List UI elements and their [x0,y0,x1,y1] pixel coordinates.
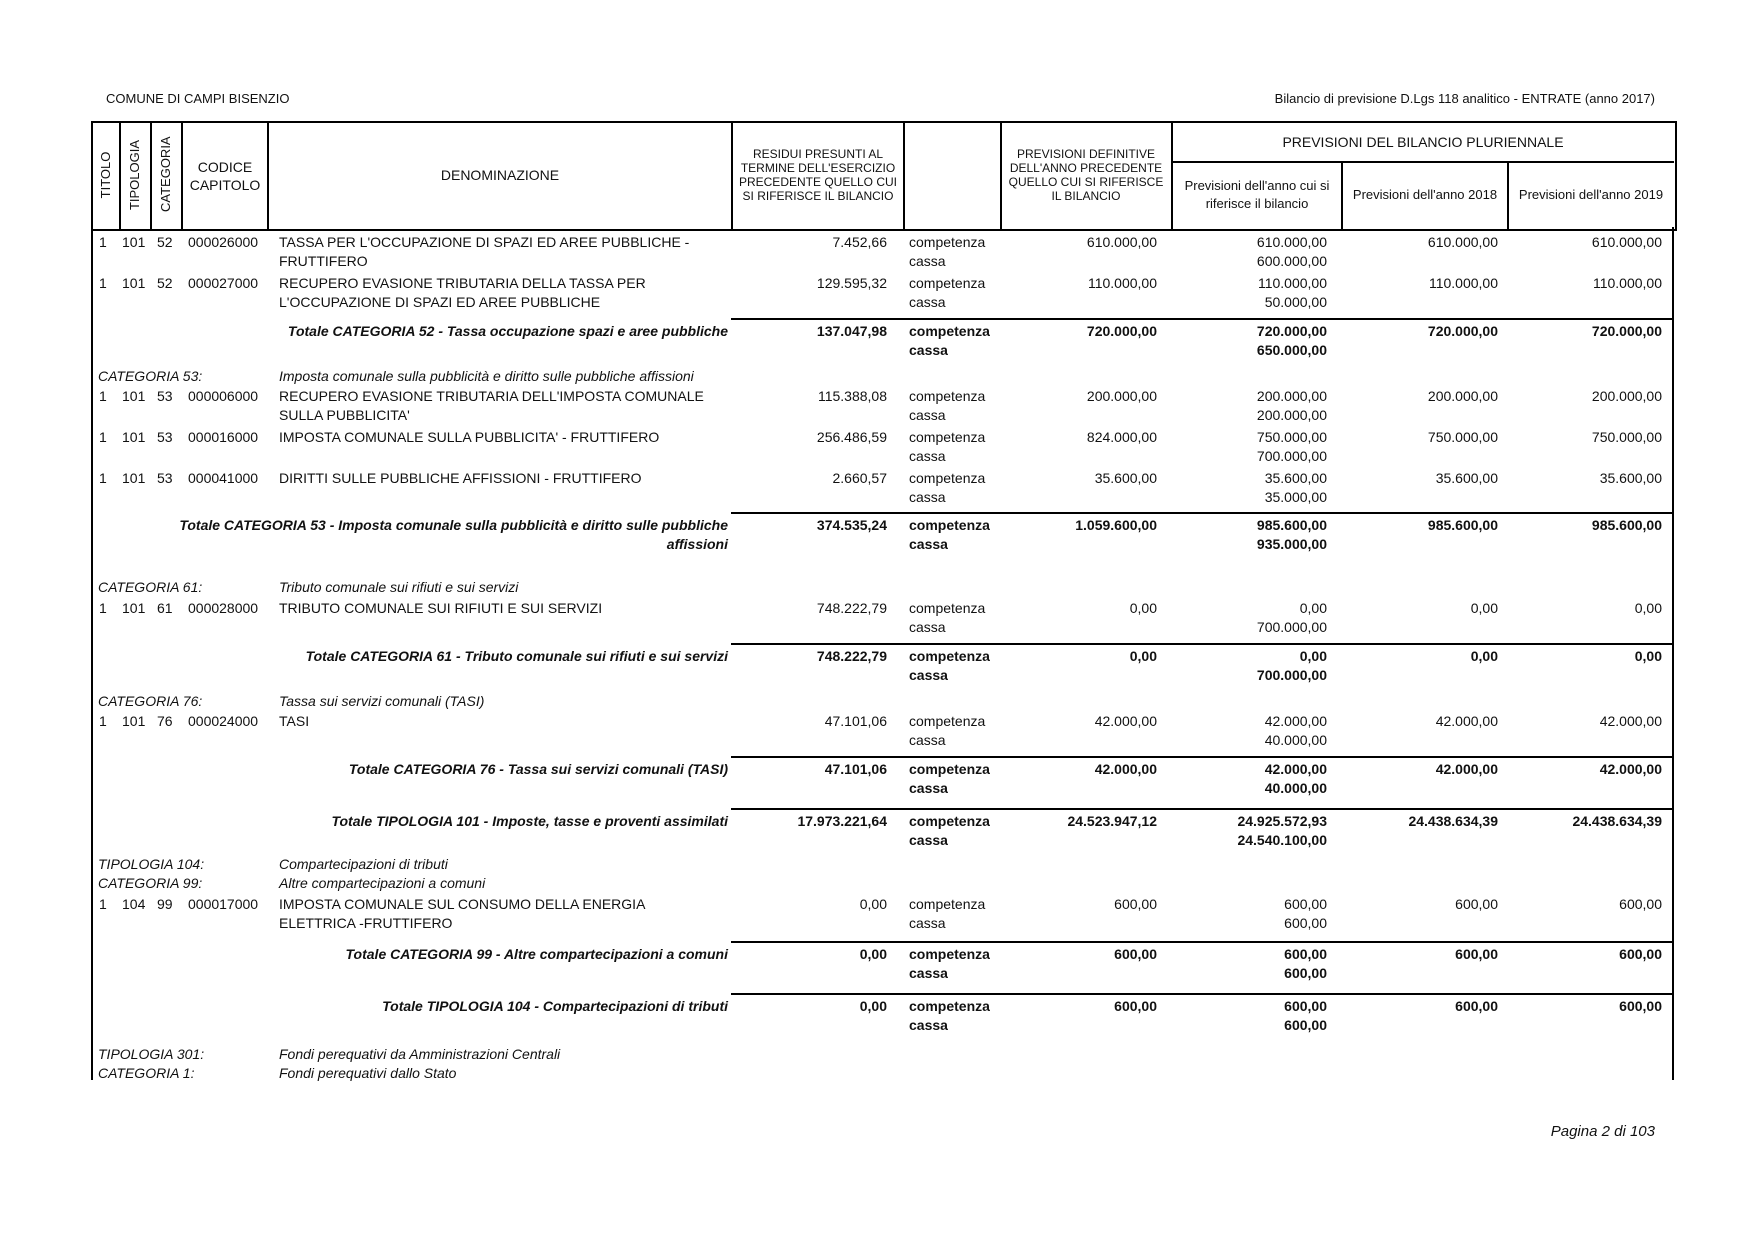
section-description: Compartecipazioni di tributi [279,856,448,872]
row-anno-cui-cassa: 50.000,00 [1264,294,1327,310]
col-tipologia-header: TIPOLOGIA [127,139,142,211]
row-anno-cui-cassa: 600,00 [1284,915,1327,931]
row-anno-2018: 600,00 [1455,896,1498,912]
row-tipologia: 101 [122,713,146,729]
row-codice: 000017000 [188,896,259,912]
total-anno-2018: 0,00 [1470,648,1498,664]
row-tipologia: 101 [122,470,146,486]
total-label-cassa: cassa [909,780,948,796]
total-anno-cui-cassa: 24.540.100,00 [1237,832,1327,848]
row-denominazione: TASI [279,713,310,729]
col-codice-header: CODICE CAPITOLO [189,159,261,193]
document-header-right: Bilancio di previsione D.Lgs 118 analitico - ENTRATE (anno 2017) [1274,91,1655,106]
row-denominazione-line2: FRUTTIFERO [279,253,368,269]
total-label-competenza: competenza [909,813,990,829]
section-description: Imposta comunale sulla pubblicità e diritto sulle pubbliche affissioni [279,368,694,384]
total-label-competenza: competenza [909,998,990,1014]
row-codice: 000041000 [188,470,259,486]
row-anno-2018: 200.000,00 [1427,388,1498,404]
row-categoria: 52 [157,275,173,291]
row-anno-cui-cassa: 40.000,00 [1264,732,1327,748]
row-residui: 47.101,06 [824,713,887,729]
row-codice: 000016000 [188,429,259,445]
row-anno-2018: 42.000,00 [1435,713,1498,729]
row-titolo: 1 [99,275,107,291]
total-anno-2019: 600,00 [1619,998,1662,1014]
col-pluriennale-header: PREVISIONI DEL BILANCIO PLURIENNALE [1282,134,1564,150]
row-anno-cui-cassa: 700.000,00 [1256,448,1327,464]
total-label: Totale TIPOLOGIA 101 - Imposte, tasse e proventi assimilati [331,813,728,829]
row-anno-cui-competenza: 750.000,00 [1256,429,1327,445]
section-description: Altre compartecipazioni a comuni [279,875,486,891]
total-residui: 17.973.221,64 [797,813,887,829]
row-categoria: 61 [157,600,173,616]
row-anno-cui-cassa: 700.000,00 [1256,619,1327,635]
total-label: Totale CATEGORIA 76 - Tassa sui servizi comunali (TASI) [348,761,728,777]
total-anno-2019: 720.000,00 [1591,323,1662,339]
total-prev-def: 600,00 [1114,946,1157,962]
row-tipologia: 104 [122,896,146,912]
section-code: TIPOLOGIA 301: [98,1046,205,1062]
row-codice: 000024000 [188,713,259,729]
section-code: CATEGORIA 1: [98,1065,195,1081]
total-label-cassa: cassa [909,342,948,358]
row-tipologia: 101 [122,234,146,250]
total-label-cassa: cassa [909,536,948,552]
total-prev-def: 600,00 [1114,998,1157,1014]
row-label-competenza: competenza [909,600,986,616]
row-prev-def: 824.000,00 [1086,429,1157,445]
row-codice: 000006000 [188,388,259,404]
row-residui: 7.452,66 [832,234,887,250]
total-separator [731,808,1673,810]
total-separator [731,993,1673,995]
row-denominazione: IMPOSTA COMUNALE SUL CONSUMO DELLA ENERGIA [279,896,646,912]
row-anno-2019: 610.000,00 [1591,234,1662,250]
row-anno-2018: 0,00 [1470,600,1498,616]
row-titolo: 1 [99,429,107,445]
section-code: CATEGORIA 61: [98,579,203,595]
row-prev-def: 110.000,00 [1087,275,1157,291]
row-denominazione: RECUPERO EVASIONE TRIBUTARIA DELL'IMPOSTA COMUNALE [279,388,704,404]
col-prevdef-header: PREVISIONI DEFINITIVE DELL'ANNO PRECEDENTE QUELLO CUI SI RIFERISCE IL BILANCIO [1008,147,1164,203]
col-anno-cui-header: Previsioni dell'anno cui si riferisce il bilancio [1184,178,1330,211]
row-categoria: 52 [157,234,173,250]
total-anno-2019: 985.600,00 [1591,517,1662,533]
row-tipologia: 101 [122,429,146,445]
row-label-competenza: competenza [909,713,986,729]
section-description: Fondi perequativi dallo Stato [279,1065,457,1081]
total-label-competenza: competenza [909,648,990,664]
total-anno-cui-cassa: 935.000,00 [1256,536,1327,552]
section-description: Fondi perequativi da Amministrazioni Centrali [279,1046,561,1062]
row-tipologia: 101 [122,388,146,404]
row-anno-2018: 110.000,00 [1428,275,1498,291]
row-titolo: 1 [99,388,107,404]
total-separator [731,512,1673,514]
total-separator [731,643,1673,645]
total-prev-def: 24.523.947,12 [1067,813,1157,829]
row-label-competenza: competenza [909,234,986,250]
total-anno-cui-competenza: 600,00 [1284,946,1327,962]
row-anno-2018: 750.000,00 [1427,429,1498,445]
row-anno-2018: 35.600,00 [1435,470,1498,486]
row-anno-cui-cassa: 200.000,00 [1256,407,1327,423]
total-anno-2019: 0,00 [1634,648,1662,664]
row-label-cassa: cassa [909,619,946,635]
row-label-competenza: competenza [909,275,986,291]
row-anno-cui-competenza: 0,00 [1299,600,1327,616]
row-codice: 000028000 [188,600,259,616]
total-anno-2018: 600,00 [1455,998,1498,1014]
section-code: CATEGORIA 76: [98,693,203,709]
row-prev-def: 35.600,00 [1094,470,1157,486]
total-anno-cui-cassa: 650.000,00 [1256,342,1327,358]
row-codice: 000026000 [188,234,259,250]
row-residui: 0,00 [859,896,887,912]
col-categoria-header: CATEGORIA [158,136,173,212]
total-anno-2019: 600,00 [1619,946,1662,962]
total-label-cassa: cassa [909,965,948,981]
row-label-cassa: cassa [909,915,946,931]
total-prev-def: 720.000,00 [1086,323,1157,339]
row-anno-cui-competenza: 600,00 [1284,896,1327,912]
total-anno-2019: 24.438.634,39 [1572,813,1662,829]
row-denominazione: RECUPERO EVASIONE TRIBUTARIA DELLA TASSA PER [279,275,646,291]
row-residui: 748.222,79 [816,600,887,616]
total-label-cassa: cassa [909,1017,948,1033]
row-anno-2018: 610.000,00 [1427,234,1498,250]
total-anno-cui-competenza: 985.600,00 [1256,517,1327,533]
row-titolo: 1 [99,896,107,912]
col-anno-2019-header: Previsioni dell'anno 2019 [1518,187,1664,202]
row-titolo: 1 [99,713,107,729]
section-description: Tassa sui servizi comunali (TASI) [279,693,485,709]
total-anno-2019: 42.000,00 [1599,761,1662,777]
row-prev-def: 200.000,00 [1086,388,1157,404]
total-anno-2018: 600,00 [1455,946,1498,962]
section-code: TIPOLOGIA 104: [98,856,205,872]
page-number: Pagina 2 di 103 [1550,1123,1655,1140]
row-label-competenza: competenza [909,470,986,486]
section-code: CATEGORIA 99: [98,875,203,891]
total-separator [731,318,1673,320]
row-residui: 115.388,08 [817,388,887,404]
total-anno-cui-competenza: 600,00 [1284,998,1327,1014]
total-label: Totale TIPOLOGIA 104 - Compartecipazioni di tributi [382,998,728,1014]
row-anno-cui-competenza: 610.000,00 [1256,234,1327,250]
row-codice: 000027000 [188,275,259,291]
row-denominazione: TASSA PER L'OCCUPAZIONE DI SPAZI ED AREE PUBBLICHE - [279,234,690,250]
row-anno-2019: 200.000,00 [1591,388,1662,404]
total-anno-cui-competenza: 0,00 [1299,648,1327,664]
row-denominazione: DIRITTI SULLE PUBBLICHE AFFISSIONI - FRUTTIFERO [279,470,642,486]
total-label: Totale CATEGORIA 99 - Altre compartecipazioni a comuni [345,946,728,962]
total-residui: 0,00 [859,998,887,1014]
row-prev-def: 600,00 [1114,896,1157,912]
row-residui: 256.486,59 [816,429,887,445]
row-anno-cui-competenza: 110.000,00 [1257,275,1327,291]
row-anno-cui-competenza: 35.600,00 [1264,470,1327,486]
total-prev-def: 42.000,00 [1094,761,1157,777]
total-residui: 0,00 [859,946,887,962]
row-label-cassa: cassa [909,448,946,464]
total-residui: 374.535,24 [816,517,887,533]
total-label-competenza: competenza [909,946,990,962]
row-anno-cui-competenza: 42.000,00 [1264,713,1327,729]
row-prev-def: 42.000,00 [1094,713,1157,729]
total-label-cassa: cassa [909,832,948,848]
total-anno-cui-competenza: 24.925.572,93 [1237,813,1327,829]
row-categoria: 53 [157,429,173,445]
row-label-cassa: cassa [909,253,946,269]
row-prev-def: 0,00 [1129,600,1157,616]
total-anno-2018: 42.000,00 [1435,761,1498,777]
col-titolo-header: TITOLO [98,151,113,199]
col-residui-header: RESIDUI PRESUNTI AL TERMINE DELL'ESERCIZIO PRECEDENTE QUELLO CUI SI RIFERISCE IL BILANCIO [738,147,898,203]
row-titolo: 1 [99,234,107,250]
document-header-left: COMUNE DI CAMPI BISENZIO [106,91,290,106]
row-categoria: 76 [157,713,173,729]
row-label-competenza: competenza [909,429,986,445]
row-denominazione: IMPOSTA COMUNALE SULLA PUBBLICITA' - FRUTTIFERO [279,429,660,445]
row-anno-cui-competenza: 200.000,00 [1256,388,1327,404]
total-anno-cui-cassa: 700.000,00 [1256,667,1327,683]
row-anno-2019: 600,00 [1619,896,1662,912]
row-denominazione-line2: L'OCCUPAZIONE DI SPAZI ED AREE PUBBLICHE [279,294,601,310]
row-denominazione: TRIBUTO COMUNALE SUI RIFIUTI E SUI SERVIZI [279,600,603,616]
row-residui: 2.660,57 [832,470,887,486]
total-residui: 137.047,98 [816,323,887,339]
total-separator [731,941,1673,943]
total-label: Totale CATEGORIA 52 - Tassa occupazione spazi e aree pubbliche [287,323,728,339]
total-anno-cui-cassa: 600,00 [1284,1017,1327,1033]
total-residui: 748.222,79 [816,648,887,664]
row-label-cassa: cassa [909,407,946,423]
total-label-competenza: competenza [909,761,990,777]
row-anno-2019: 35.600,00 [1599,470,1662,486]
row-residui: 129.595,32 [816,275,887,291]
col-anno-2018-header: Previsioni dell'anno 2018 [1352,187,1498,202]
row-titolo: 1 [99,470,107,486]
row-categoria: 99 [157,896,173,912]
row-label-competenza: competenza [909,896,986,912]
total-separator [731,756,1673,758]
row-categoria: 53 [157,470,173,486]
total-anno-cui-cassa: 600,00 [1284,965,1327,981]
total-anno-2018: 24.438.634,39 [1408,813,1498,829]
row-anno-2019: 110.000,00 [1592,275,1662,291]
row-denominazione-line2: ELETTRICA -FRUTTIFERO [279,915,453,931]
row-anno-2019: 42.000,00 [1599,713,1662,729]
row-anno-2019: 0,00 [1634,600,1662,616]
total-anno-2018: 985.600,00 [1427,517,1498,533]
col-denominazione-header: DENOMINAZIONE [440,167,560,183]
total-label-cassa: cassa [909,667,948,683]
row-label-competenza: competenza [909,388,986,404]
row-denominazione-line2: SULLA PUBBLICITA' [279,407,410,423]
total-label-competenza: competenza [909,517,990,533]
total-label: Totale CATEGORIA 61 - Tributo comunale sui rifiuti e sui servizi [305,648,728,664]
row-tipologia: 101 [122,600,146,616]
total-label: Totale CATEGORIA 53 - Imposta comunale sulla pubblicità e diritto sulle pubbliche [179,517,728,533]
row-categoria: 53 [157,388,173,404]
total-anno-cui-cassa: 40.000,00 [1264,780,1327,796]
row-titolo: 1 [99,600,107,616]
total-anno-cui-competenza: 720.000,00 [1256,323,1327,339]
row-label-cassa: cassa [909,294,946,310]
row-prev-def: 610.000,00 [1086,234,1157,250]
row-anno-2019: 750.000,00 [1591,429,1662,445]
row-anno-cui-cassa: 600.000,00 [1256,253,1327,269]
total-anno-cui-competenza: 42.000,00 [1264,761,1327,777]
section-description: Tributo comunale sui rifiuti e sui servizi [279,579,519,595]
total-label-competenza: competenza [909,323,990,339]
row-tipologia: 101 [122,275,146,291]
row-label-cassa: cassa [909,489,946,505]
section-code: CATEGORIA 53: [98,368,203,384]
total-prev-def: 0,00 [1129,648,1157,664]
total-prev-def: 1.059.600,00 [1075,517,1157,533]
row-label-cassa: cassa [909,732,946,748]
total-anno-2018: 720.000,00 [1427,323,1498,339]
row-anno-cui-cassa: 35.000,00 [1264,489,1327,505]
total-label-line2: affissioni [666,536,728,552]
total-residui: 47.101,06 [824,761,887,777]
